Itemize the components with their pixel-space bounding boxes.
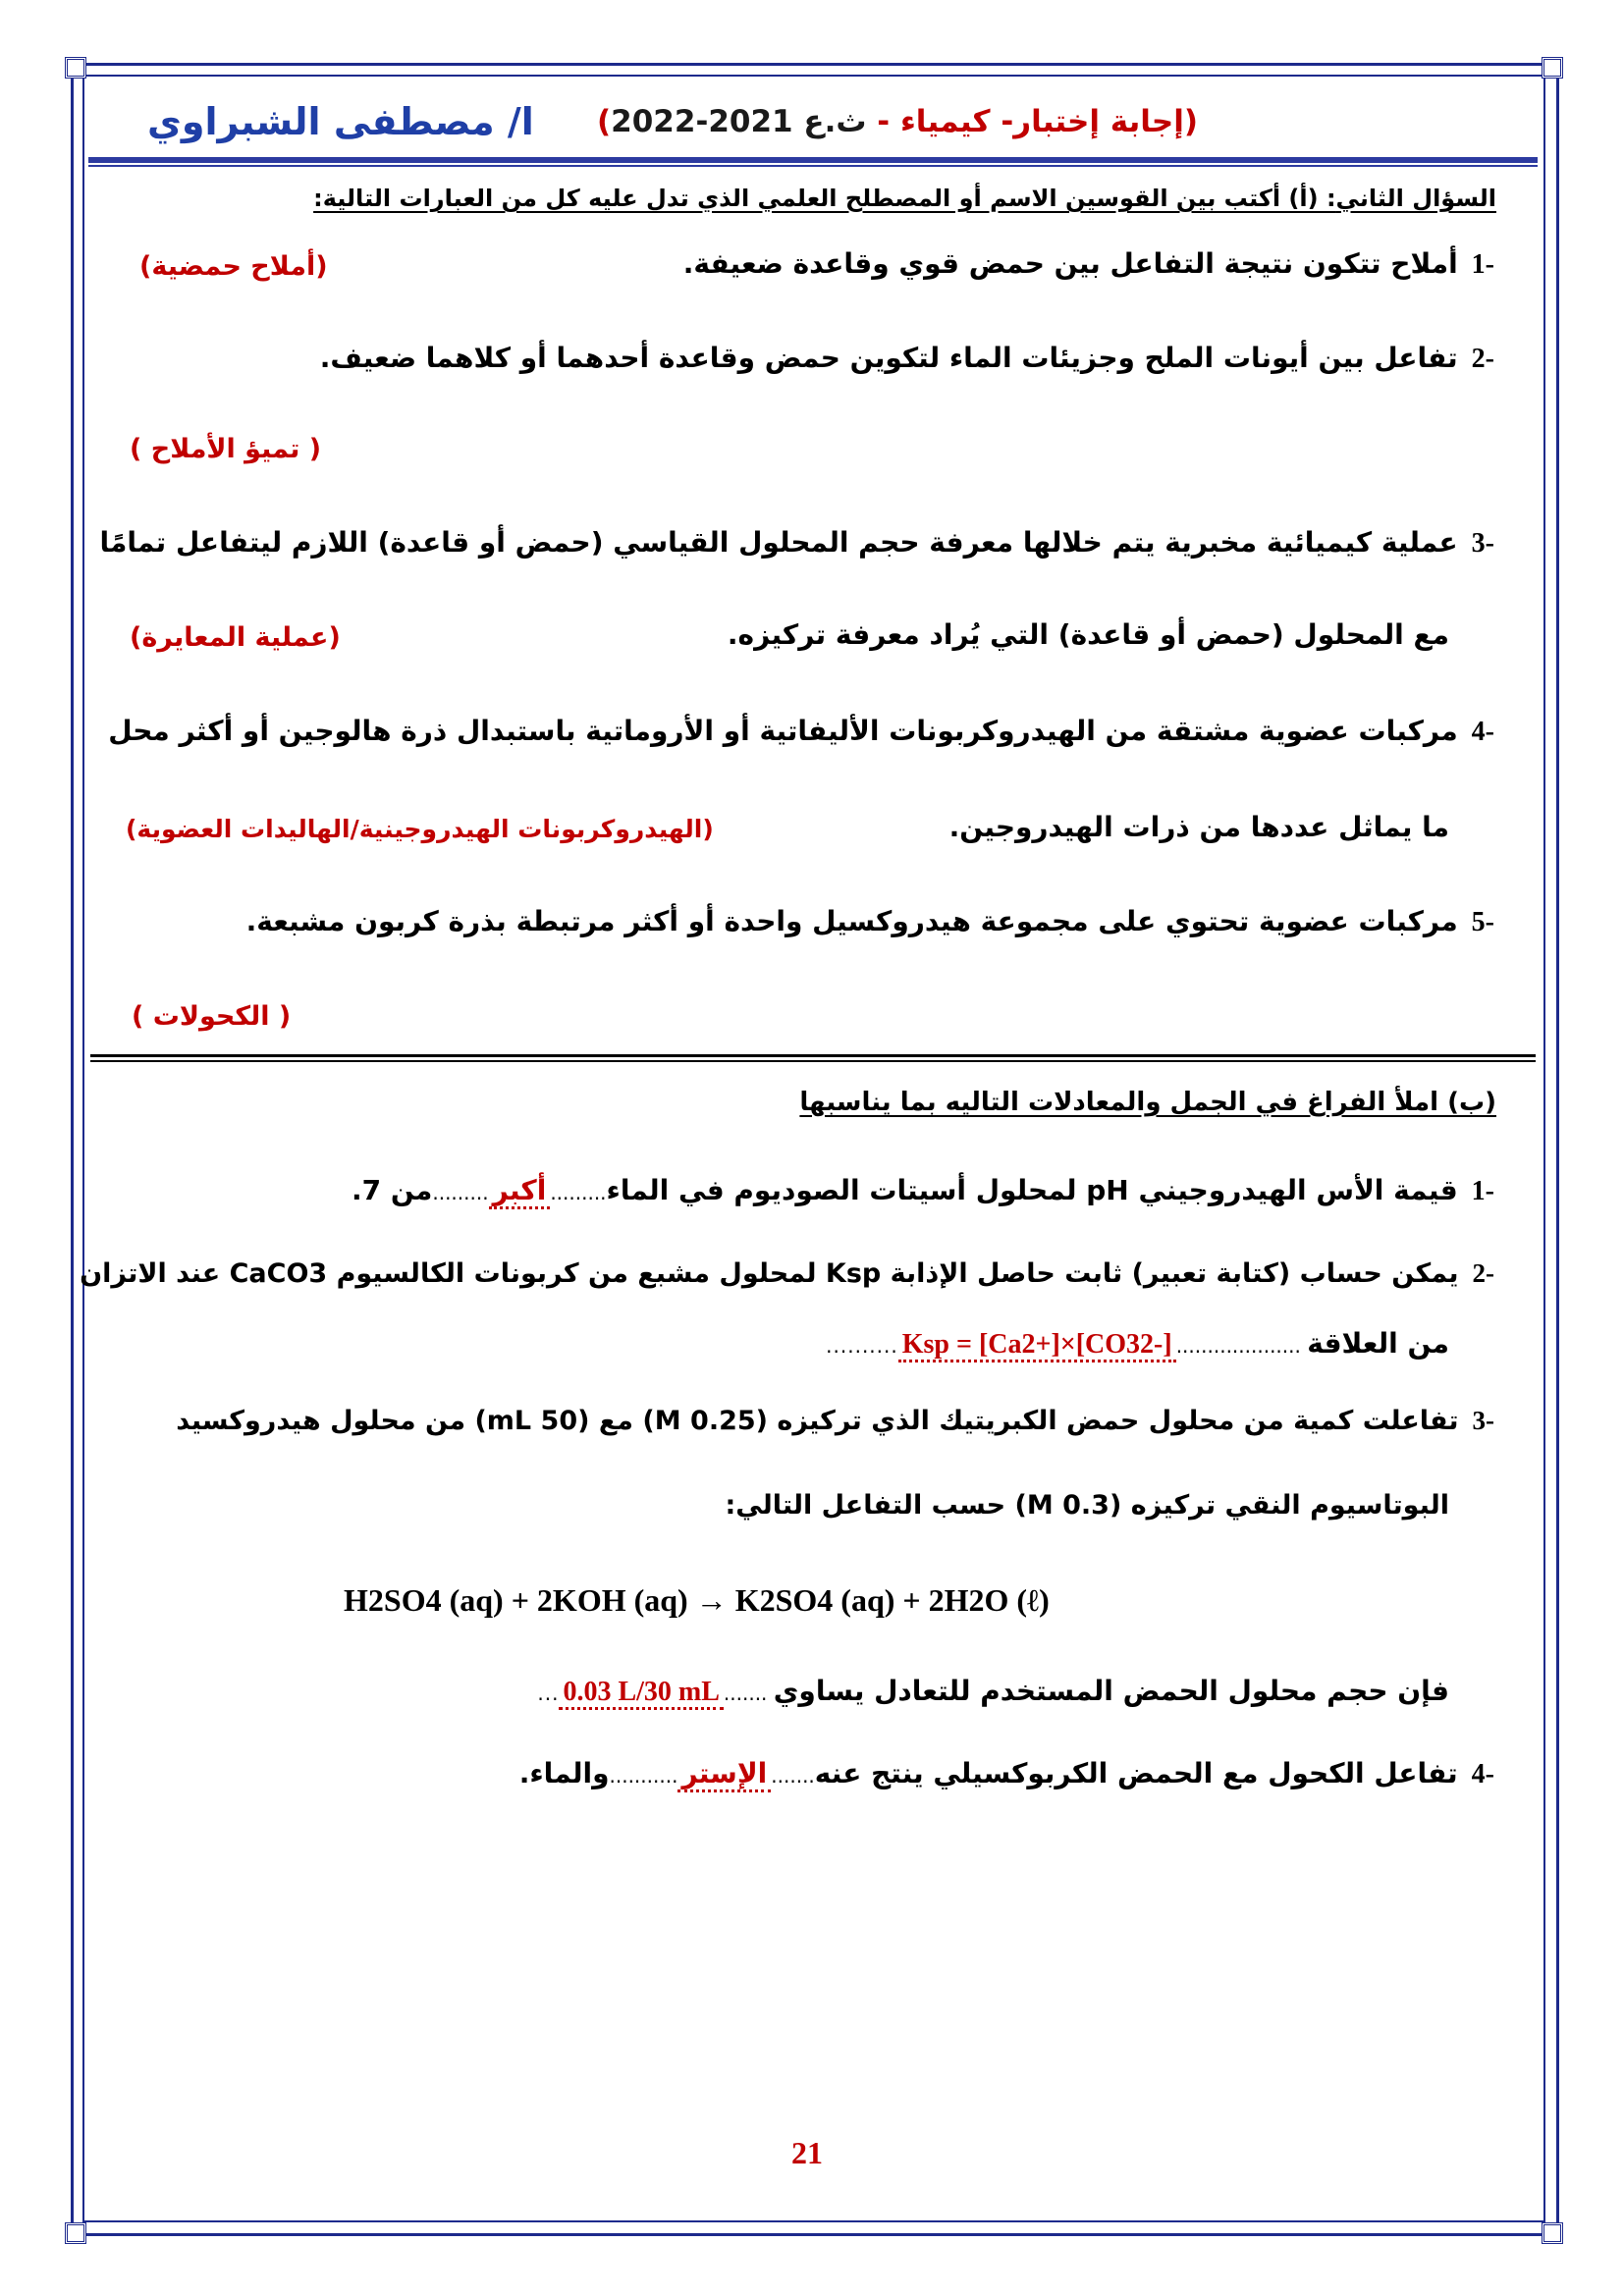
list-item	[246, 905, 1494, 938]
answer-text: ( الكحولات )	[132, 1001, 292, 1032]
fill-dots: .......	[771, 1764, 815, 1788]
fill-dots: ...........	[609, 1764, 678, 1788]
item-text: يمكن حساب (كتابة تعبير) ثابت حاصل الإذابة Ksp لمحلول مشبع من كربونات الكالسيوم CaCO3 عند الاتزان	[80, 1258, 1459, 1289]
item-text-after: من 7.	[351, 1174, 433, 1206]
exam-title-part: (إجابة إختبار- كيمياء -	[866, 104, 1198, 139]
item-text-continued: البوتاسيوم النقي تركيزه (0.3 M) حسب التفاعل التالي:	[725, 1490, 1449, 1521]
answer-text: (عملية المعايرة)	[130, 622, 341, 653]
item-number: -5	[1471, 907, 1494, 937]
list-item	[352, 1174, 1494, 1207]
question-instruction: : (أ) أكتب بين القوسين الاسم أو المصطلح العلمي الذي تدل عليه كل من العبارات التالية:	[313, 185, 1336, 212]
item-text-continued: ما يماثل عددها من ذرات الهيدروجين.	[948, 811, 1449, 843]
corner-ornament	[1542, 57, 1563, 79]
list-item	[176, 1406, 1494, 1436]
item-number: -4	[1471, 1759, 1494, 1789]
corner-ornament	[65, 2222, 86, 2244]
list-item	[519, 1757, 1494, 1790]
author-name: ا/ مصطفى الشبراوي	[147, 100, 534, 143]
fill-dots: ..........	[826, 1334, 898, 1358]
item-text: قيمة الأس الهيدروجيني pH لمحلول أسيتات الصوديوم في الماء	[606, 1174, 1458, 1206]
corner-ornament	[65, 57, 86, 79]
item-number: -3	[1472, 1406, 1494, 1435]
item-number: -3	[1471, 528, 1494, 559]
fill-answer: أكبر	[489, 1174, 551, 1209]
equation-text: H2SO4 (aq) + 2KOH (aq) → K2SO4 (aq) + 2H2O (ℓ)	[344, 1582, 1050, 1618]
exam-year: ث.ع 2021-2022	[611, 104, 867, 139]
section-divider-thin	[90, 1060, 1536, 1062]
item-text: مركبات عضوية تحتوي على مجموعة هيدروكسيل واحدة أو أكثر مرتبطة بذرة كربون مشبعة.	[245, 905, 1458, 937]
item-text-continued: مع المحلول (حمض أو قاعدة) التي يُراد معرفة تركيزه.	[727, 618, 1449, 651]
item-text-after: والماء.	[518, 1757, 610, 1789]
page-number: 21	[791, 2135, 823, 2170]
item-text-continued	[826, 1327, 1449, 1361]
list-item	[320, 342, 1494, 375]
exam-title	[597, 104, 1198, 139]
fill-dots: .........	[432, 1181, 489, 1204]
fill-answer: Ksp = [Ca2+]×[CO32-]	[898, 1329, 1176, 1362]
header-rule	[88, 157, 1538, 163]
list-item	[100, 526, 1494, 560]
item-text: تفاعل بين أيونات الملح وجزيئات الماء لتكوين حمض وقاعدة أحدهما أو كلاهما ضعيف.	[319, 342, 1458, 374]
fill-answer: الإستر	[677, 1757, 771, 1792]
corner-ornament	[1542, 2222, 1563, 2244]
result-label: فإن حجم محلول الحمض المستخدم للتعادل يساوي	[773, 1675, 1449, 1707]
item-number: -1	[1471, 249, 1494, 280]
list-item	[80, 1258, 1494, 1289]
list-item	[108, 715, 1494, 748]
item-number: -4	[1471, 717, 1494, 747]
relation-label: من العلاقة	[1307, 1327, 1449, 1360]
fill-answer: 0.03 L/30 mL	[559, 1677, 723, 1710]
list-item	[683, 247, 1494, 281]
item-text: تفاعلت كمية من محلول حمض الكبريتيك الذي تركيزه (0.25 M) مع (50 mL) من محلول هيدروكسيد	[176, 1406, 1459, 1436]
fill-dots: .......	[723, 1682, 774, 1705]
fill-dots: ....................	[1175, 1334, 1308, 1358]
item-number: -2	[1471, 344, 1494, 374]
fill-dots: .........	[550, 1181, 607, 1204]
item-text: تفاعل الكحول مع الحمض الكربوكسيلي ينتج عنه	[814, 1757, 1458, 1789]
answer-text: (أملاح حمضية)	[139, 251, 328, 282]
part-b-heading: (ب) املأ الفراغ في الجمل والمعادلات التاليه بما يناسبها	[799, 1088, 1496, 1117]
item-number: -2	[1472, 1258, 1494, 1288]
question-heading	[313, 185, 1496, 212]
exam-title-close: )	[596, 104, 612, 139]
item-text: مركبات عضوية مشتقة من الهيدروكربونات الأليفاتية أو الأروماتية باستبدال ذرة هالوجين أو أكثر محل	[108, 715, 1458, 747]
question-label: السؤال الثاني	[1335, 185, 1496, 212]
header-rule-thin	[88, 165, 1538, 167]
answer-text: ( تميؤ الأملاح )	[130, 434, 322, 464]
chemical-equation	[344, 1582, 1050, 1619]
item-text: عملية كيميائية مخبرية يتم خلالها معرفة حجم المحلول القياسي (حمض أو قاعدة) اللازم ليتفاعل تمامًا	[99, 526, 1458, 559]
answer-text: (الهيدروكربونات الهيدروجينية/الهاليدات العضوية)	[126, 815, 714, 843]
item-text-continued	[537, 1675, 1449, 1708]
page-header	[147, 98, 1483, 153]
page-border-inner	[82, 75, 1545, 2222]
item-text: أملاح تتكون نتيجة التفاعل بين حمض قوي وقاعدة ضعيفة.	[682, 247, 1458, 280]
item-number: -1	[1471, 1176, 1494, 1206]
section-divider	[90, 1054, 1536, 1057]
fill-dots: ...	[537, 1682, 560, 1705]
